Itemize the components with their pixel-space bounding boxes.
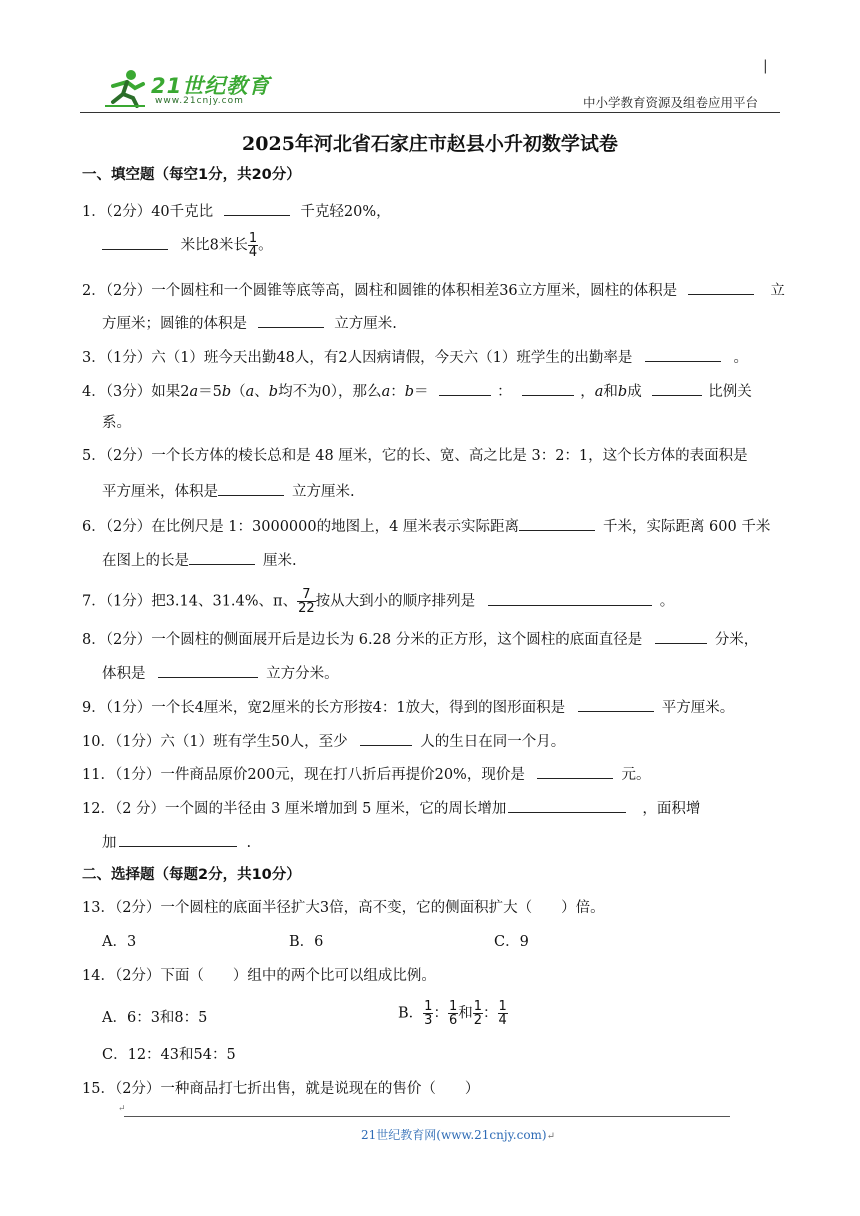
question-2-line2: 方厘米；圆锥的体积是 立方厘米.: [102, 312, 397, 334]
question-14: 14．（2分）下面（ ）组中的两个比可以组成比例。: [82, 968, 436, 984]
answer-blank[interactable]: [537, 763, 613, 779]
question-12-line2: 加 .: [102, 831, 251, 853]
fraction: $\frac{1}{4}$: [248, 231, 258, 260]
answer-blank[interactable]: [578, 696, 654, 712]
fraction: $\frac{1}{4}$: [498, 999, 507, 1028]
section-heading-choice: 二、选择题（每题2分，共10分）: [82, 867, 301, 883]
fraction: $\frac{7}{22}$: [298, 587, 315, 616]
option-14-c[interactable]: C．12：43和54：5: [102, 1047, 236, 1063]
question-5-line2: 平方厘米，体积是 立方厘米.: [102, 480, 355, 502]
question-6-line1: 6．（2分）在比例尺是 1：3000000的地图上，4 厘米表示实际距离 千米，实际距离 600 千米: [82, 515, 770, 537]
footer-mark: ↵: [118, 1104, 126, 1114]
option-13-b[interactable]: B．6: [289, 934, 324, 950]
answer-blank[interactable]: [189, 549, 255, 565]
question-9: 9．（1分）一个长4厘米，宽2厘米的长方形按4：1放大，得到的图形面积是 平方厘米。: [82, 696, 734, 718]
answer-blank[interactable]: [439, 380, 491, 396]
footer-rule: [124, 1116, 730, 1117]
fraction: $\frac{1}{6}$: [448, 999, 458, 1028]
answer-blank[interactable]: [652, 380, 702, 396]
question-7: 7．（1分）把3.14、31.4%、π、 $\frac{7}{22}$ 按从大到小的顺序排列是 。: [82, 587, 675, 616]
answer-blank[interactable]: [158, 662, 258, 678]
question-6-line2: 在图上的长是 厘米.: [102, 549, 297, 571]
question-3: 3．（1分）六（1）班今天出勤48人，有2人因病请假，今天六（1）班学生的出勤率是 。: [82, 346, 748, 368]
answer-blank[interactable]: [488, 590, 652, 606]
question-8-line2: 体积是 立方分米。: [102, 662, 339, 684]
question-1-line1: 1．（2分）40千克比 千克轻20%，: [82, 200, 391, 222]
answer-blank[interactable]: [119, 831, 237, 847]
answer-blank[interactable]: [645, 346, 721, 362]
option-13-a[interactable]: A．3: [102, 934, 137, 950]
logo-url: www.21cnjy.com: [155, 96, 244, 106]
option-14-b[interactable]: B． $\frac{1}{3}$ ： $\frac{1}{6}$ 和 $\frac{1}{2}$ ： $\frac{1}{4}$: [398, 999, 507, 1028]
question-2-line1: 2．（2分）一个圆柱和一个圆锥等底等高，圆柱和圆锥的体积相差36立方厘米，圆柱的体积是 立: [82, 279, 785, 301]
answer-blank[interactable]: [655, 628, 707, 644]
answer-blank[interactable]: [102, 234, 168, 250]
question-4-line1: 4．（3分）如果2a＝5b（a、b均不为0），那么a：b＝ ： ，a和b成 比例关: [82, 380, 752, 402]
answer-blank[interactable]: [218, 480, 284, 496]
page-title: 2025年河北省石家庄市赵县小升初数学试卷: [242, 133, 618, 155]
logo: [105, 68, 275, 108]
fraction: $\frac{1}{3}$: [424, 999, 433, 1028]
section-heading-fill-blank: 一、填空题（每空1分，共20分）: [82, 167, 301, 183]
option-13-c[interactable]: C．9: [494, 934, 529, 950]
question-15: 15．（2分）一种商品打七折出售，就是说现在的售价（ ）: [82, 1081, 480, 1097]
answer-blank[interactable]: [688, 279, 754, 295]
logo-text: 21世纪教育: [151, 74, 271, 98]
question-12-line1: 12．（2 分）一个圆的半径由 3 厘米增加到 5 厘米，它的周长增加 ，面积增: [82, 797, 700, 819]
answer-blank[interactable]: [360, 730, 412, 746]
platform-text: 中小学教育资源及组卷应用平台: [583, 95, 759, 110]
footer-text: 21世纪教育网(www.21cnjy.com)↵: [361, 1128, 555, 1142]
question-11: 11．（1分）一件商品原价200元，现在打八折后再提价20%，现价是 元。: [82, 763, 650, 785]
option-14-a[interactable]: A．6：3和8：5: [102, 1010, 208, 1026]
answer-blank[interactable]: [522, 380, 574, 396]
runner-icon: [105, 68, 149, 108]
page-mark: |: [763, 58, 768, 74]
answer-blank[interactable]: [508, 797, 626, 813]
answer-blank[interactable]: [224, 200, 290, 216]
question-13: 13．（2分）一个圆柱的底面半径扩大3倍，高不变，它的侧面积扩大（ ）倍。: [82, 900, 605, 916]
answer-blank[interactable]: [258, 312, 324, 328]
answer-blank[interactable]: [519, 515, 595, 531]
fraction: $\frac{1}{2}$: [473, 999, 482, 1028]
header-rule: [80, 112, 780, 113]
question-8-line1: 8．（2分）一个圆柱的侧面展开后是边长为 6.28 分米的正方形，这个圆柱的底面直径是 分米，: [82, 628, 758, 650]
question-1-line2: 米比8米长 $\frac{1}{4}$ 。: [102, 232, 273, 259]
question-4-line2: 系。: [102, 415, 131, 431]
question-10: 10．（1分）六（1）班有学生50人，至少 人的生日在同一个月。: [82, 730, 565, 752]
question-5-line1: 5．（2分）一个长方体的棱长总和是 48 厘米，它的长、宽、高之比是 3：2：1，这个长方体的表面积是: [82, 448, 748, 464]
header: [0, 0, 860, 120]
